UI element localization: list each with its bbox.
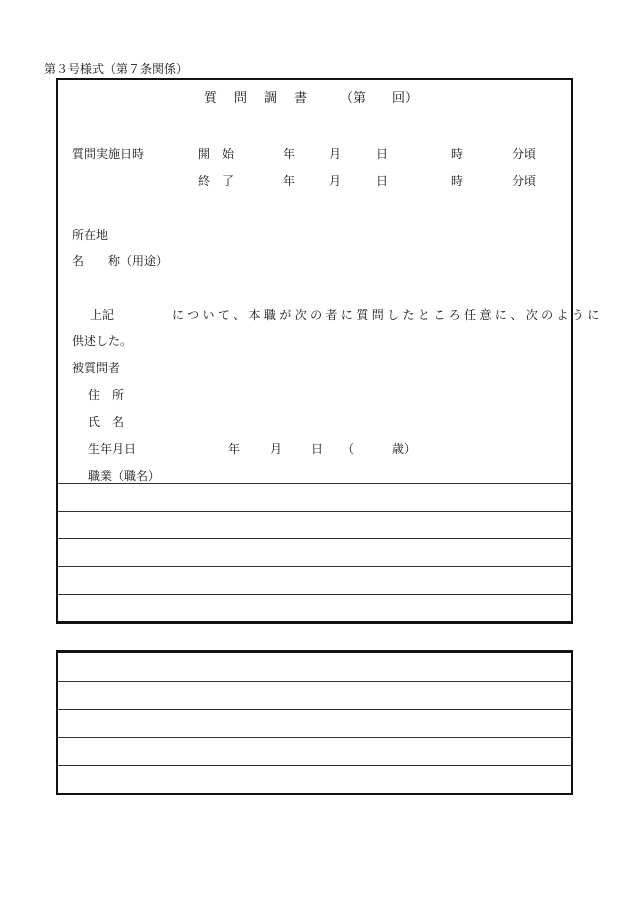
start-day-field: 日: [376, 147, 389, 161]
respondent-name-label: 氏 名: [88, 415, 125, 429]
birth-day-field: 日: [311, 442, 324, 456]
respondent-occupation-label: 職業（職名）: [88, 469, 161, 483]
inquiry-form-main: [56, 78, 603, 624]
start-minute-field: 分頃: [512, 147, 537, 161]
facility-name-label: 名 称（用途）: [72, 254, 169, 268]
end-day-field: 日: [376, 174, 389, 188]
statement-text-cont: 供述した。: [72, 334, 133, 348]
statement-text: について、本職が次の者に質問したところ任意に、次のように: [172, 308, 603, 322]
respondent-address-label: 住 所: [88, 388, 125, 402]
ruled-line: [58, 511, 571, 512]
ruled-line: [58, 538, 571, 539]
age-field: 歳）: [392, 442, 417, 456]
ruled-line: [58, 681, 571, 682]
end-year-field: 年: [283, 174, 296, 188]
ruled-line: [58, 765, 571, 766]
start-month-field: 月: [329, 147, 342, 161]
end-label: 終 了: [198, 174, 235, 188]
title-session-close: 回）: [392, 91, 419, 106]
start-hour-field: 時: [451, 147, 464, 161]
ruled-line: [58, 483, 571, 484]
birth-month-field: 月: [270, 442, 283, 456]
ruled-line: [58, 709, 571, 710]
respondent-birthdate-label: 生年月日: [88, 442, 137, 456]
start-label: 開 始: [198, 147, 235, 161]
age-open: （: [342, 442, 355, 456]
form-number: 第３号様式（第７条関係）: [44, 62, 189, 76]
form-title: 質 問 調 書: [204, 91, 310, 106]
start-year-field: 年: [283, 147, 296, 161]
ruled-line: [58, 594, 571, 595]
end-hour-field: 時: [451, 174, 464, 188]
title-session-open: （第: [340, 91, 367, 106]
inquiry-form-continuation: [56, 650, 573, 795]
statement-above: 上記: [90, 308, 115, 322]
location-label: 所在地: [72, 228, 109, 242]
ruled-line: [58, 737, 571, 738]
end-month-field: 月: [329, 174, 342, 188]
birth-year-field: 年: [228, 442, 241, 456]
end-minute-field: 分頃: [512, 174, 537, 188]
respondent-heading: 被質問者: [72, 361, 121, 375]
datetime-label: 質問実施日時: [72, 147, 145, 161]
ruled-line: [58, 566, 571, 567]
